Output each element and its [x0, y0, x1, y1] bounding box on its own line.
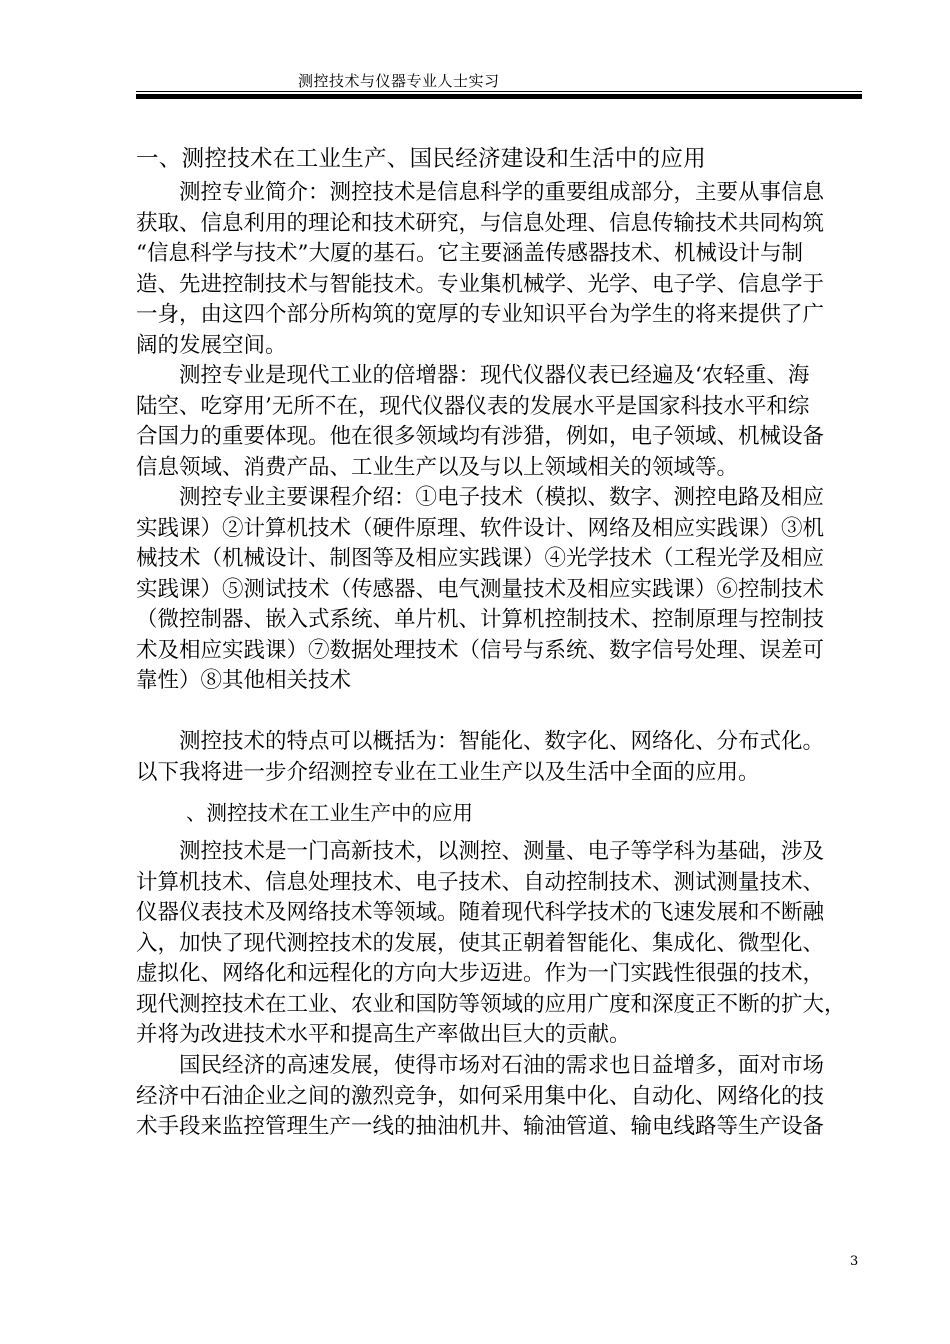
text-line: 入，加快了现代测控技术的发展，使其正朝着智能化、集成化、微型化、: [136, 930, 825, 956]
text-line: 以下我将进一步介绍测控专业在工业生产以及生活中全面的应用。: [136, 759, 760, 785]
text-line: （微控制器、嵌入式系统、单片机、计算机控制技术、控制原理与控制技: [136, 607, 825, 632]
text-line: 阔的发展空间。: [136, 332, 287, 358]
text-line: 获取、信息利用的理论和技术研究，与信息处理、信息传输技术共同构筑: [136, 210, 825, 236]
text-line: 现代测控技术在工业、农业和国防等领域的应用广度和深度正不断的扩大，: [136, 991, 846, 1017]
text-line: 械技术（机械设计、制图等及相应实践课）④光学技术（工程光学及相应: [136, 546, 825, 571]
text-line: 陆空、吃穿用’无所不在，现代仪器仪表的发展水平是国家科技水平和综: [136, 393, 810, 419]
paragraph-intro: [136, 178, 862, 361]
header-title: 测控技术与仪器专业人士实习: [298, 72, 500, 90]
page-number: 3: [850, 1254, 859, 1269]
text-line: 并将为改进技术水平和提高生产率做出巨大的贡献。: [136, 1022, 631, 1047]
text-line: 仪器仪表技术及网络技术等领域。随着现代科学技术的飞速发展和不断融: [136, 900, 825, 925]
text-line: 实践课）②计算机技术（硬件原理、软件设计、网络及相应实践课）③机: [136, 515, 825, 541]
text-line: 术手段来监控管理生产一线的抽油机井、输油管道、输电线路等生产设备: [136, 1114, 825, 1139]
text-line: 一身，由这四个部分所构筑的宽厚的专业知识平台为学生的将来提供了广: [136, 302, 825, 327]
text-line: 信息领域、消费产品、工业生产以及与以上领域相关的领域等。: [136, 454, 739, 480]
header-rule-thin: [136, 91, 862, 92]
paragraph-multiplier: [136, 361, 862, 483]
text-line: 测控专业简介：测控技术是信息科学的重要组成部分，主要从事信息: [136, 180, 825, 205]
text-line: “信息科学与技术”大厦的基石。它主要涵盖传感器技术、机械设计与制: [136, 241, 803, 266]
text-line: 国民经济的高速发展，使得市场对石油的需求也日益增多，面对市场: [136, 1053, 825, 1078]
text-line: 测控技术是一门高新技术，以测控、测量、电子等学科为基础，涉及: [136, 839, 825, 864]
text-line: 虚拟化、网络化和远程化的方向大步迈进。作为一门实践性很强的技术，: [136, 961, 825, 986]
text-line: 经济中石油企业之间的激烈竞争，如何采用集中化、自动化、网络化的技: [136, 1083, 825, 1109]
text-line: 术及相应实践课）⑦数据处理技术（信号与系统、数字信号处理、误差可: [136, 637, 825, 663]
paragraph-petroleum: [136, 1051, 862, 1143]
text-line: 测控技术的特点可以概括为：智能化、数字化、网络化、分布式化。: [136, 729, 825, 754]
text-line: 合国力的重要体现。他在很多领域均有涉猎，例如，电子领域、机械设备: [136, 424, 825, 449]
text-line: 造、先进控制技术与智能技术。专业集机械学、光学、电子学、信息学于: [136, 271, 825, 297]
section-heading: 一、测控技术在工业生产、国民经济建设和生活中的应用: [136, 146, 707, 172]
text-line: 测控专业主要课程介绍：①电子技术（模拟、数字、测控电路及相应: [136, 485, 825, 510]
text-line: 实践课）⑤测试技术（传感器、电气测量技术及相应实践课）⑥控制技术: [136, 576, 825, 602]
text-line: 测控专业是现代工业的倍增器：现代仪器仪表已经遍及‘农轻重、海: [136, 363, 810, 388]
text-line: 靠性）⑧其他相关技术: [136, 668, 352, 693]
paragraph-courses: [136, 483, 862, 697]
subsection-heading: 、测控技术在工业生产中的应用: [186, 801, 473, 825]
paragraph-features: [136, 727, 862, 788]
header-rule-thick: [136, 94, 862, 99]
paragraph-industrial: [136, 837, 862, 1051]
text-line: 计算机技术、信息处理技术、电子技术、自动控制技术、测试测量技术、: [136, 869, 825, 895]
